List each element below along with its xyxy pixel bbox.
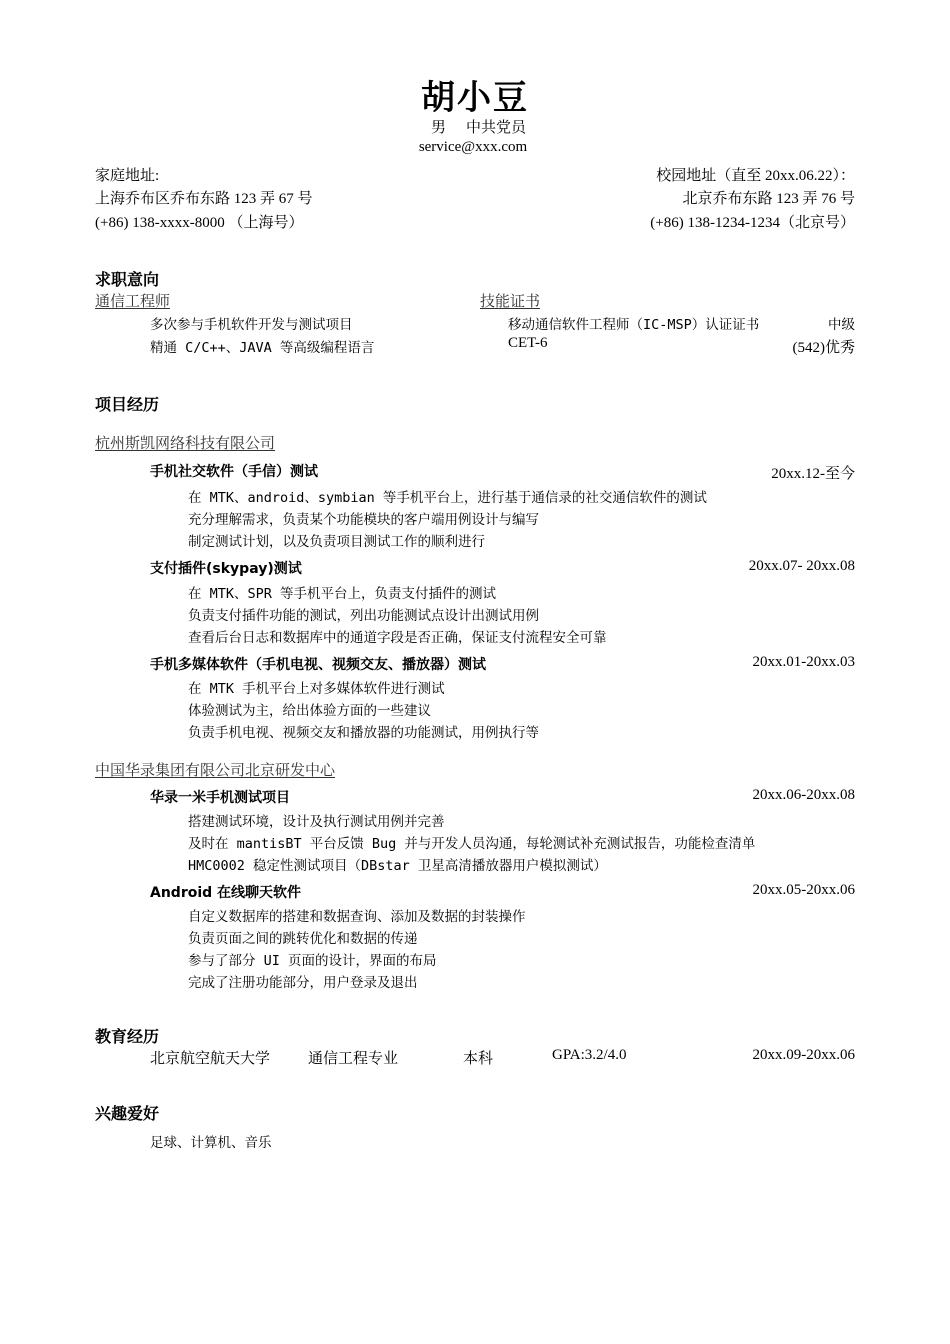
school-address-label: 校园地址（直至 20xx.06.22）： (656, 168, 855, 184)
project-line: 在 MTK、android、symbian 等手机平台上，进行基于通信录的社交通信软件的测试 (188, 490, 707, 506)
company-name: 杭州斯凯网络科技有限公司 (95, 436, 276, 452)
school-name: 北京航空航天大学 (150, 1051, 271, 1067)
resume-name: 胡小豆 (421, 80, 529, 117)
hobbies-text: 足球、计算机、音乐 (150, 1135, 272, 1151)
major: 通信工程专业 (308, 1051, 399, 1067)
project-line: 完成了注册功能部分，用户登录及退出 (188, 975, 418, 991)
position-line: 多次参与手机软件开发与测试项目 (150, 317, 353, 333)
position-title: 通信工程师 (95, 294, 171, 310)
experience-heading: 项目经历 (95, 395, 160, 414)
project-title: Android 在线聊天软件 (150, 885, 302, 901)
project-line: 负责支付插件功能的测试，列出功能测试点设计出测试用例 (188, 608, 539, 624)
email: service@xxx.com (418, 139, 528, 155)
project-line: 参与了部分 UI 页面的设计，界面的布局 (188, 953, 437, 969)
home-phone: (+86) 138-xxxx-8000 （上海号） (95, 215, 304, 231)
hobbies-heading: 兴趣爱好 (95, 1104, 160, 1123)
project-line: 在 MTK、SPR 等手机平台上，负责支付插件的测试 (188, 586, 497, 602)
project-date: 20xx.12-至今 (771, 466, 855, 482)
gpa: GPA:3.2/4.0 (552, 1047, 627, 1063)
project-line: 查看后台日志和数据库中的通道字段是否正确，保证支付流程安全可靠 (188, 630, 607, 646)
project-title: 手机多媒体软件（手机电视、视频交友、播放器）测试 (150, 657, 486, 673)
project-line: 制定测试计划，以及负责项目测试工作的顺利进行 (188, 534, 485, 550)
project-line: 在 MTK 手机平台上对多媒体软件进行测试 (188, 681, 445, 697)
home-address-label: 家庭地址: (95, 168, 160, 184)
position-line: 精通 C/C++、JAVA 等高级编程语言 (150, 340, 375, 356)
cert-level: 中级 (828, 317, 855, 333)
project-line: HMC0002 稳定性测试项目（DBstar 卫星高清播放器用户模拟测试） (188, 858, 607, 874)
project-date: 20xx.05-20xx.06 (752, 882, 855, 898)
project-line: 负责手机电视、视频交友和播放器的功能测试，用例执行等 (188, 725, 539, 741)
project-title: 手机社交软件（手信）测试 (150, 464, 318, 480)
project-line: 充分理解需求，负责某个功能模块的客户端用例设计与编写 (188, 512, 539, 528)
project-title: 支付插件(skypay)测试 (150, 561, 302, 577)
company-name: 中国华录集团有限公司北京研发中心 (95, 763, 336, 779)
cert-name: CET-6 (508, 335, 548, 351)
objective-heading: 求职意向 (95, 270, 160, 289)
cert-level: (542)优秀 (792, 340, 855, 356)
education-heading: 教育经历 (95, 1027, 160, 1046)
gender: 男 (431, 120, 447, 136)
project-date: 20xx.06-20xx.08 (752, 787, 855, 803)
project-line: 负责页面之间的跳转优化和数据的传递 (188, 931, 418, 947)
cert-heading: 技能证书 (480, 294, 541, 310)
education-date: 20xx.09-20xx.06 (752, 1047, 855, 1063)
project-line: 自定义数据库的搭建和数据查询、添加及数据的封装操作 (188, 909, 526, 925)
home-address: 上海乔布区乔布东路 123 弄 67 号 (95, 191, 313, 207)
project-title: 华录一米手机测试项目 (150, 790, 290, 806)
project-date: 20xx.07- 20xx.08 (748, 558, 855, 574)
project-line: 搭建测试环境，设计及执行测试用例并完善 (188, 814, 445, 830)
party-affiliation: 中共党员 (466, 120, 527, 136)
school-address: 北京乔布东路 123 弄 76 号 (682, 191, 855, 207)
project-date: 20xx.01-20xx.03 (752, 654, 855, 670)
project-line: 体验测试为主，给出体验方面的一些建议 (188, 703, 431, 719)
project-line: 及时在 mantisBT 平台反馈 Bug 并与开发人员沟通，每轮测试补充测试报告，功能检查清单 (188, 836, 756, 852)
cert-name: 移动通信软件工程师（IC-MSP）认证证书 (508, 317, 760, 333)
school-phone: (+86) 138-1234-1234（北京号） (650, 215, 855, 231)
degree: 本科 (463, 1051, 494, 1067)
